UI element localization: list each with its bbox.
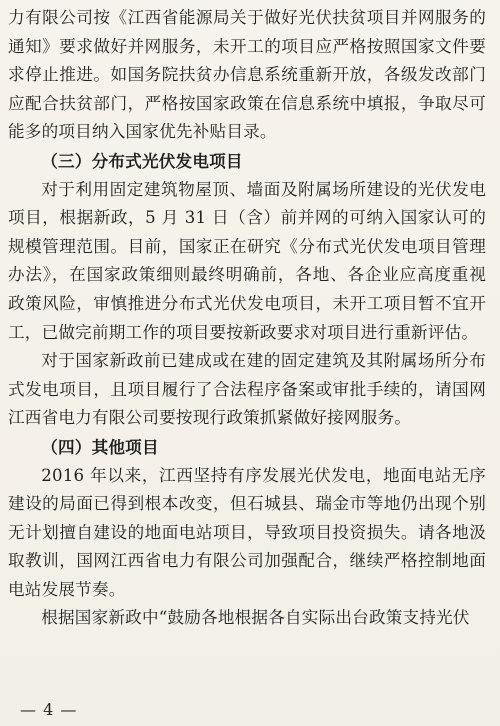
- paragraph-3: 对于国家新政前已建成或在建的固定建筑及其附属场所分布式发电项目，且项目履行了合法程序备案或审批手续的，请国网江西省电力有限公司要按现行政策抓紧做好接网服务。: [8, 351, 486, 428]
- paragraph-1: 力有限公司按《江西省能源局关于做好光伏扶贫项目并网服务的通知》要求做好并网服务，未开工的项目应严格按照国家文件要求停止推进。如国务院扶贫办信息系统重新开放，各级发改部门应配合扶贫部门，严格按国家政策在信息系统中填报，争取尽可能多的项目纳入国家优先补贴目录。: [8, 8, 486, 142]
- section-heading-4: （四）其他项目: [41, 436, 159, 457]
- page-number: — 4 —: [20, 700, 78, 719]
- section-heading-3: （三）分布式光伏发电项目: [41, 150, 243, 171]
- paragraph-5: 根据国家新政中“鼓励各地根据各自实际出台政策支持光伏: [41, 608, 470, 628]
- paragraph-2: 对于利用固定建筑物屋顶、墙面及附属场所建设的光伏发电项目，根据新政，5 月 31 日（含）前并网的可纳入国家认可的规模管理范围。目前，国家正在研究《分布式光伏发电项目管理办法》，在国家政策细则最终明确前，各地、各企业应高度重视政策风险，审慎推进分布式光伏发电项目，未开工项目暂不宜开工，已做完前期工作的项目要按新政要求对项目进行重新评估。: [8, 179, 486, 342]
- document-body: [8, 4, 486, 633]
- paragraph-4: 2016 年以来，江西坚持有序发展光伏发电，地面电站无序建设的局面已得到根本改变，但石城县、瑞金市等地仍出现个别无计划擅自建设的地面电站项目，导致项目投资损失。请各地汲取教训，国网江西省电力有限公司加强配合，继续严格控制地面电站发展节奏。: [8, 465, 486, 599]
